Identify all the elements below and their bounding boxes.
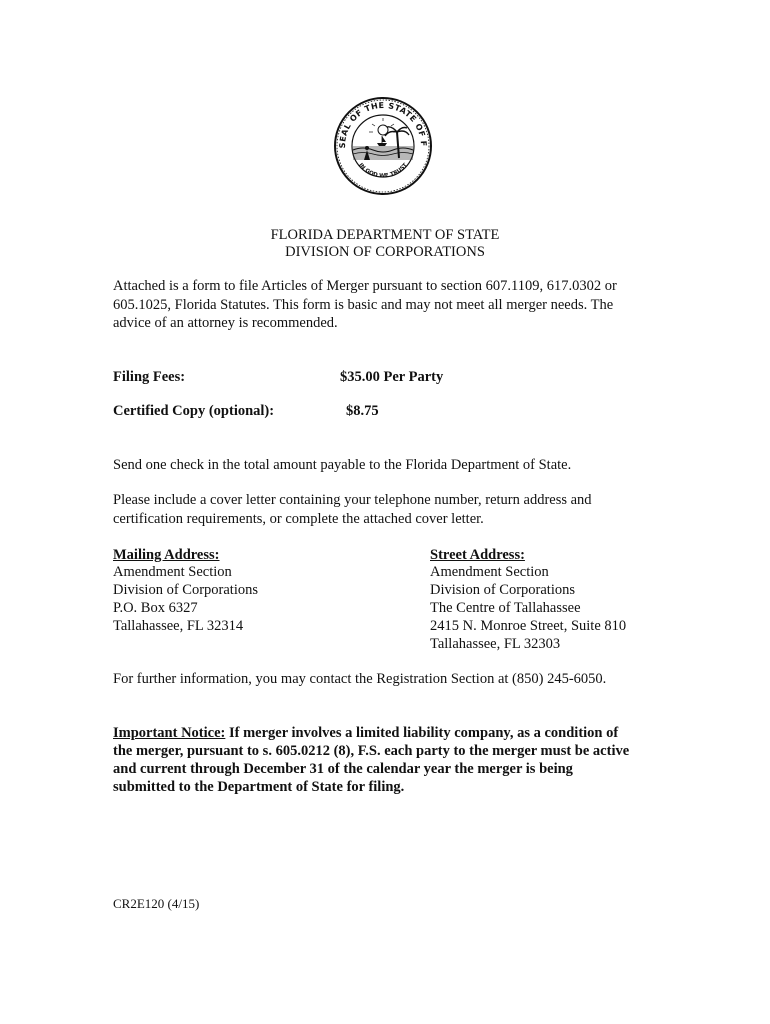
check-instruction: Send one check in the total amount payable to the Florida Department of State.	[113, 457, 572, 473]
division-heading: DIVISION OF CORPORATIONS	[285, 244, 485, 260]
intro-line: advice of an attorney is recommended.	[113, 315, 338, 331]
filing-fees-label: Filing Fees:	[113, 369, 186, 385]
svg-text:GREAT SEAL OF THE STATE OF FLO: SEAL OF THE STATE OF F	[337, 100, 429, 149]
florida-state-seal-icon	[333, 96, 433, 196]
street-address-line: The Centre of Tallahassee	[430, 600, 581, 616]
mailing-address-line: P.O. Box 6327	[113, 600, 198, 616]
intro-line: 605.1025, Florida Statutes. This form is basic and may not meet all merger needs. The	[113, 297, 614, 313]
form-code: CR2E120 (4/15)	[113, 896, 200, 911]
important-notice-text: If merger involves a limited liability company, as a condition of	[225, 725, 619, 741]
mailing-address-heading: Mailing Address:	[113, 547, 220, 563]
intro-line: Attached is a form to file Articles of Merger pursuant to section 607.1109, 617.0302 or	[113, 278, 617, 294]
street-address-line: 2415 N. Monroe Street, Suite 810	[430, 618, 627, 634]
important-notice-line: the merger, pursuant to s. 605.0212 (8), F.S. each party to the merger must be active	[113, 743, 630, 759]
contact-info: For further information, you may contact the Registration Section at (850) 245-6050.	[113, 671, 607, 687]
mailing-address-line: Amendment Section	[113, 564, 232, 580]
street-address-line: Amendment Section	[430, 564, 549, 580]
street-address-line: Division of Corporations	[430, 582, 575, 598]
filing-fees-value: $35.00 Per Party	[340, 369, 444, 385]
important-notice-line: submitted to the Department of State for filing.	[113, 779, 405, 795]
street-address-line: Tallahassee, FL 32303	[430, 636, 561, 652]
street-address-heading: Street Address:	[430, 547, 525, 563]
important-notice-line	[113, 724, 618, 743]
cover-letter-line: certification requirements, or complete the attached cover letter.	[113, 511, 484, 527]
important-notice-line: and current through December 31 of the calendar year the merger is being	[113, 761, 573, 777]
certified-copy-value: $8.75	[346, 403, 379, 419]
mailing-address-line: Tallahassee, FL 32314	[113, 618, 244, 634]
certified-copy-label: Certified Copy (optional):	[113, 403, 275, 419]
department-heading: FLORIDA DEPARTMENT OF STATE	[270, 227, 500, 243]
important-notice-label: Important Notice:	[113, 725, 226, 741]
cover-letter-line: Please include a cover letter containing your telephone number, return address and	[113, 492, 592, 508]
mailing-address-line: Division of Corporations	[113, 582, 258, 598]
svg-text:IN GOD WE TRUST: IN GOD WE TRUST	[357, 162, 409, 180]
